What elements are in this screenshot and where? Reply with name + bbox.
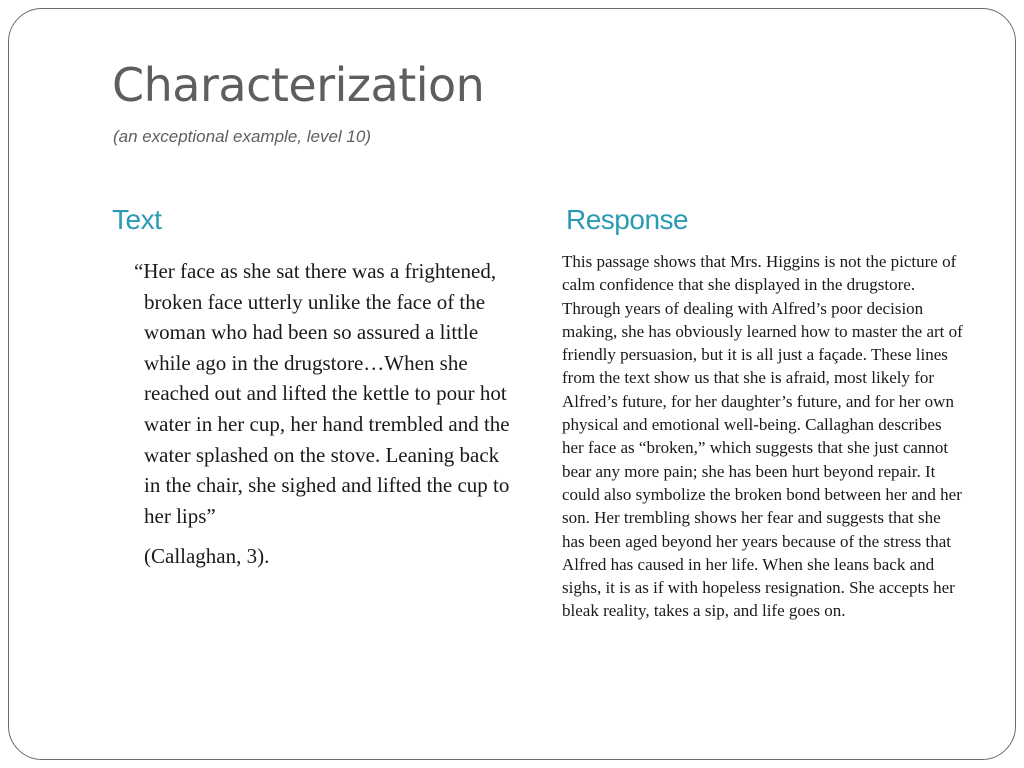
text-column-heading: Text (112, 204, 162, 235)
slide-title: Characterization (112, 58, 485, 112)
slide-subtitle: (an exceptional example, level 10) (113, 127, 371, 146)
quote-block (113, 256, 515, 572)
response-column-heading: Response (566, 204, 689, 235)
response-paragraph: This passage shows that Mrs. Higgins is not the picture of calm confidence that she displayed in the drugstore. Through years of dealing with Alfred’s poor decision making, she has obviously learned how to master the art of friendly persuasion, but it is all just a façade. These lines from the text show us that she is afraid, most likely for Alfred’s future, for her daughter’s future, and for her own physical and emotional well-being. Callaghan describes her face as “broken,” which suggests that she just cannot bear any more pain; she has been hurt beyond repair. It could also symbolize the broken bond between her and her son. Her trembling shows her fear and suggests that she has been aged beyond her years because of the stress that Alfred has caused in her life. When she leans back and sighs, it is as if with hopeless resignation. She accepts her bleak reality, takes a sip, and life goes on. (562, 252, 963, 621)
quote-citation: (Callaghan, 3). (144, 544, 270, 569)
story-quote: “Her face as she sat there was a frightened, broken face utterly unlike the face of the woman who had been so assured a little while ago in the drugstore…When she reached out and lifted the kettle to pour hot water in her cup, her hand trembled and the water splashed on the stove. Leaning back in the chair, she sighed and lifted the cup to her lips” (134, 259, 510, 528)
